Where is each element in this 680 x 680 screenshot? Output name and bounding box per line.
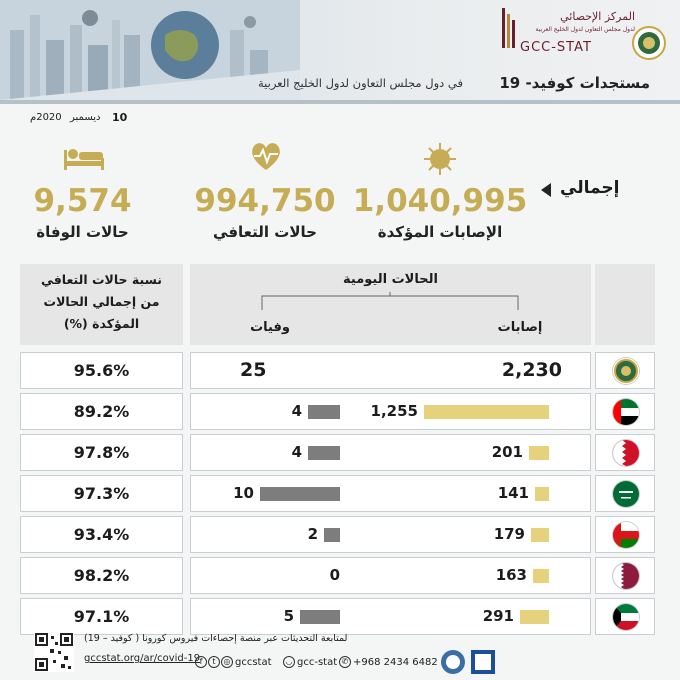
- date-year: 2020م: [30, 112, 62, 123]
- flag-cell: [595, 393, 655, 430]
- daily-cases-value: 291: [482, 607, 514, 625]
- phone-number: +968 2434 6482: [353, 657, 438, 668]
- snapchat-icon[interactable]: ◡: [283, 656, 295, 668]
- gcc-emblem-icon: [632, 26, 666, 60]
- daily-cases-value: 1,255: [370, 402, 418, 420]
- recovery-rate-cell: 89.2%: [20, 393, 183, 430]
- daily-deaths-value: 0: [329, 566, 340, 584]
- daily-cases-header: الحالات اليومية: [343, 272, 438, 287]
- org-name-arabic: المركز الإحصائي: [560, 10, 635, 23]
- totals-label: إجمالي: [560, 178, 620, 198]
- deaths-bar: [308, 405, 340, 419]
- bed-icon: [62, 144, 106, 172]
- arrow-left-icon: [541, 183, 551, 197]
- daily-deaths-value: 10: [233, 484, 254, 502]
- virus-icon: [420, 140, 460, 178]
- header-divider: [0, 100, 680, 104]
- total-deaths-value: 9,574: [33, 183, 132, 219]
- flag-cell: [595, 352, 655, 389]
- deaths-bar: [308, 446, 340, 460]
- daily-cases-value: 2,230: [501, 359, 562, 381]
- daily-deaths-value: 4: [291, 443, 302, 461]
- flag-cell: [595, 434, 655, 471]
- recovery-rate-cell: 93.4%: [20, 516, 183, 553]
- total-recovered-value: 994,750: [194, 183, 336, 219]
- table-header-flag: [595, 264, 655, 345]
- gccstat-logo-icon: [500, 6, 516, 52]
- date-day: 10: [112, 111, 128, 124]
- recovery-rate-cell: 95.6%: [20, 352, 183, 389]
- twitter-icon[interactable]: t: [208, 656, 220, 668]
- total-recovered-label: حالات التعافي: [213, 223, 317, 241]
- cases-bar: [533, 569, 549, 583]
- daily-deaths-value: 25: [240, 359, 267, 381]
- snapchat-handle: gcc-stat: [297, 657, 338, 668]
- daily-deaths-value: 4: [291, 402, 302, 420]
- header-bracket: [260, 292, 520, 312]
- saudi-flag-icon: [613, 481, 639, 507]
- deaths-bar: [260, 487, 340, 501]
- date-month: ديسمبر: [70, 112, 101, 123]
- instagram-icon[interactable]: ◎: [221, 656, 233, 668]
- flag-cell: [595, 557, 655, 594]
- footer-note: لمتابعة التحديثات عبر منصة إحصاءات فيروس كورونا ( كوفيد – 19): [84, 633, 348, 644]
- page-subtitle: في دول مجلس التعاون لدول الخليج العربية: [258, 76, 464, 90]
- header-banner: [0, 0, 680, 100]
- recovery-rate-cell: 97.8%: [20, 434, 183, 471]
- daily-cases-value: 163: [495, 566, 527, 584]
- recovery-rate-cell: 98.2%: [20, 557, 183, 594]
- gcc-emblem-icon: [613, 358, 639, 384]
- deaths-bar: [300, 610, 340, 624]
- qr-code-icon: [34, 632, 74, 672]
- recovery-rate-cell: 97.3%: [20, 475, 183, 512]
- table-row: [190, 557, 591, 594]
- org-name-english: GCC-STAT: [520, 40, 592, 55]
- certification-badge-icon: [440, 649, 466, 675]
- org-subtitle-arabic: لدول مجلس التعاون لدول الخليج العربية: [535, 26, 635, 33]
- recovery-header-line3: المؤكدة (%): [63, 316, 140, 331]
- social-handle: gccstat: [235, 657, 272, 668]
- cases-bar: [424, 405, 549, 419]
- total-confirmed-label: الإصابات المؤكدة: [377, 223, 503, 241]
- flag-cell: [595, 516, 655, 553]
- covid-link[interactable]: gccstat.org/ar/covid-19: [84, 653, 201, 664]
- deaths-header: وفيات: [250, 320, 290, 335]
- daily-cases-value: 179: [493, 525, 525, 543]
- kuwait-flag-icon: [613, 604, 639, 630]
- deaths-bar: [324, 528, 340, 542]
- table-header-recovery: [20, 264, 183, 345]
- cases-bar: [535, 487, 549, 501]
- table-header-daily: [190, 264, 591, 345]
- total-deaths-label: حالات الوفاة: [36, 223, 129, 241]
- qatar-flag-icon: [613, 563, 639, 589]
- cases-bar: [529, 446, 549, 460]
- recovery-header-line2: من إجمالي الحالات: [43, 294, 160, 309]
- whatsapp-icon[interactable]: ✆: [339, 656, 351, 668]
- tuv-badge-icon: [470, 649, 496, 675]
- heart-pulse-icon: [248, 140, 284, 172]
- flag-cell: [595, 598, 655, 635]
- recovery-header-line1: نسبة حالات التعافي: [40, 272, 163, 287]
- recovery-rate-cell: 97.1%: [20, 598, 183, 635]
- flag-cell: [595, 475, 655, 512]
- cases-header: إصابات: [497, 320, 543, 335]
- facebook-icon[interactable]: f: [195, 656, 207, 668]
- daily-cases-value: 201: [491, 443, 523, 461]
- cases-bar: [531, 528, 549, 542]
- page-title: مستجدات كوفيد- 19: [499, 74, 650, 92]
- oman-flag-icon: [613, 522, 639, 548]
- total-confirmed-value: 1,040,995: [352, 183, 528, 219]
- daily-cases-value: 141: [497, 484, 529, 502]
- daily-deaths-value: 5: [283, 607, 294, 625]
- cases-bar: [520, 610, 549, 624]
- bahrain-flag-icon: [613, 440, 639, 466]
- daily-deaths-value: 2: [307, 525, 318, 543]
- uae-flag-icon: [613, 399, 639, 425]
